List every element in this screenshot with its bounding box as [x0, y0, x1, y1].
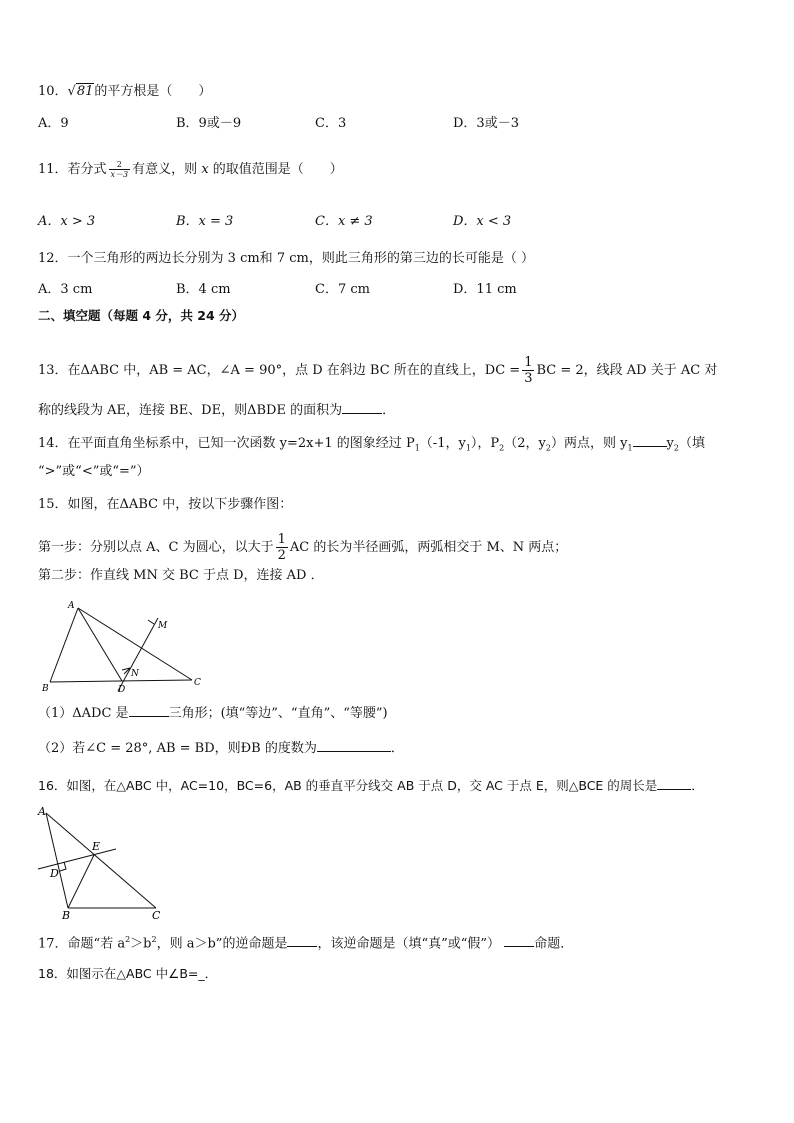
q12-option-d: D．11 cm: [453, 282, 517, 297]
q11-option-a: A．x > 3: [38, 214, 96, 229]
q17-blank-1: [287, 934, 317, 947]
sqrt-81: √81: [67, 84, 94, 99]
question-13-line2: 称的线段为 AE，连接 BE、DE，则ΔBDE 的面积为 ．: [38, 403, 396, 418]
q10-option-c: C．3: [315, 116, 347, 131]
q10-option-a: A．9: [38, 116, 69, 131]
question-15-step2: 第二步：作直线 MN 交 BC 于点 D，连接 AD ．: [38, 568, 324, 583]
q13-fraction: $\frac{1}{3}$: [524, 355, 533, 386]
question-15-sub1: （1）ΔADC 是 三角形；(填“等边”、“直角”、“等腰”): [38, 706, 388, 721]
q11-option-b: B．x = 3: [176, 214, 234, 229]
q12-option-a: A．3 cm: [38, 282, 93, 297]
question-10: [38, 83, 211, 101]
svg-text:A: A: [68, 601, 75, 611]
q15-sub2-blank: [317, 739, 391, 752]
q10-option-b: B．9或－9: [176, 116, 242, 131]
question-18: 18．如图示在△ABC 中∠B=_．: [38, 966, 218, 981]
arc-m: [148, 620, 154, 624]
side-ac: [46, 813, 156, 908]
question-13-line1: 13．在ΔABC 中，AB = AC，∠A = 90°，点 D 在斜边 BC 所在的直线上，DC = $\frac{1}{3}$ BC = 2，线段 AD 关于 AC 对: [38, 355, 718, 386]
q11-fraction: $\frac{2}{x-3}$: [110, 160, 129, 179]
section-title: 二、填空题（每题 4 分，共 24 分）: [38, 308, 245, 323]
question-14-line2: “>”或“<”或“=”）: [38, 464, 150, 479]
q11-option-c: C．x ≠ 3: [315, 214, 373, 229]
q16-answer-blank: [657, 777, 691, 790]
q13-answer-blank: [342, 401, 382, 414]
perpendicular-bisector: [38, 849, 116, 869]
svg-text:D: D: [118, 685, 126, 693]
q15-sub1-blank: [129, 704, 169, 717]
q16-triangle-figure: [36, 803, 166, 921]
svg-text:B: B: [42, 684, 49, 693]
svg-text:B: B: [62, 909, 71, 921]
question-14-line1: 14．在平面直角坐标系中，已知一次函数 y=2x+1 的图象经过 $P_1(-1$，$y_1$），$P_2(2$，$y_2$）两点，则 $y_1$ $y_2$（填: [38, 436, 706, 453]
question-12: 12．一个三角形的两边长分别为 3 cm和 7 cm，则此三角形的第三边的长可能是（ ）: [38, 251, 534, 266]
q15-triangle-figure: [38, 598, 208, 693]
q10-number: 10．: [38, 84, 68, 99]
q10-stem: 的平方根是（ ）: [94, 84, 212, 99]
svg-text:C: C: [152, 909, 161, 921]
q15-fraction: $\frac{1}{2}$: [277, 532, 286, 563]
q12-option-b: B．4 cm: [176, 282, 231, 297]
side-ab: [50, 608, 78, 682]
question-16: 16．如图，在△ABC 中，AC=10，BC=6，AB 的垂直平分线交 AB 于点 D，交 AC 于点 E，则△BCE 的周长是 ．: [38, 778, 704, 793]
svg-text:N: N: [131, 669, 139, 679]
question-17: 17．命题“若 $a^2>b^2$，则 a＞b”的逆命题是 ，该逆命题是（填“真”或“假”） 命题．: [38, 935, 574, 952]
question-15-sub2: （2）若∠C = 28°, AB = BD，则ÐB 的度数为 ．: [38, 741, 404, 756]
q14-answer-blank: [633, 434, 667, 447]
question-11: 11．若分式 $\frac{2}{x-3}$ 有意义，则 x 的取值范围是（ ）: [38, 160, 343, 179]
svg-text:E: E: [92, 840, 101, 853]
q12-option-c: C．7 cm: [315, 282, 370, 297]
q17-blank-2: [504, 934, 534, 947]
question-15-line1: 15．如图，在ΔABC 中，按以下步骤作图：: [38, 497, 293, 512]
side-ab: [46, 813, 68, 908]
segment-be: [68, 855, 94, 908]
segment-ad: [78, 608, 122, 681]
question-15-step1: 第一步：分别以点 A、C 为圆心，以大于 $\frac{1}{2}$ AC 的长为半径画弧，两弧相交于 M、N 两点；: [38, 532, 568, 563]
svg-text:D: D: [50, 867, 59, 880]
q10-option-d: D．3或－3: [453, 116, 519, 131]
svg-text:M: M: [158, 621, 168, 631]
svg-text:A: A: [38, 805, 46, 818]
q11-option-d: D．x < 3: [453, 214, 512, 229]
svg-text:C: C: [194, 678, 201, 688]
